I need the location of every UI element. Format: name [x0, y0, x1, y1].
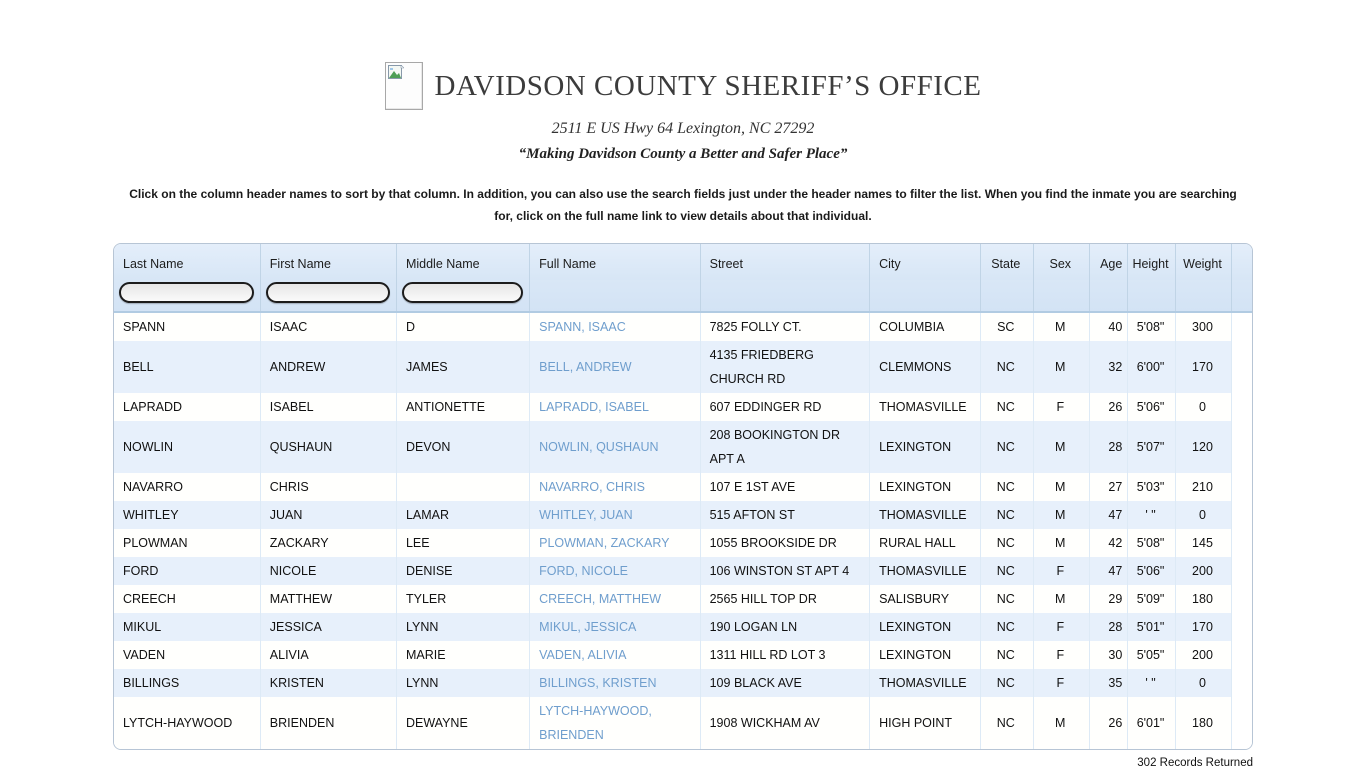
cell-age: 32: [1090, 341, 1128, 393]
cell-age: 27: [1090, 473, 1128, 501]
cell-height: 5'06": [1128, 393, 1175, 421]
cell-street: 1055 BROOKSIDE DR: [700, 529, 869, 557]
cell-last-name: BELL: [114, 341, 260, 393]
cell-full-name: [530, 501, 700, 529]
cell-state: NC: [981, 585, 1033, 613]
row-spacer-cell: [1232, 697, 1252, 749]
cell-last-name: LAPRADD: [114, 393, 260, 421]
instructions-text: Click on the column header names to sort by that column. In addition, you can also use the search fields just under the header names to filter the list. When you find the inmate you are searching for, click on the full name link to view details about that individual.: [129, 187, 1237, 223]
cell-weight: 0: [1175, 669, 1231, 697]
col-header-full-name[interactable]: Full Name: [530, 244, 700, 280]
cell-weight: 145: [1175, 529, 1231, 557]
cell-city: LEXINGTON: [870, 613, 981, 641]
cell-street: 109 BLACK AVE: [700, 669, 869, 697]
inmate-full-name-link[interactable]: LAPRADD, ISABEL: [539, 400, 649, 414]
table-row: [114, 697, 1252, 749]
cell-state: NC: [981, 613, 1033, 641]
row-spacer-cell: [1232, 557, 1252, 585]
cell-sex: F: [1033, 393, 1089, 421]
cell-street: 4135 FRIEDBERG CHURCH RD: [700, 341, 869, 393]
cell-last-name: BILLINGS: [114, 669, 260, 697]
cell-first-name: ISABEL: [260, 393, 396, 421]
filter-spacer-cell: [1232, 280, 1252, 312]
table-row: [114, 585, 1252, 613]
cell-city: THOMASVILLE: [870, 557, 981, 585]
cell-state: NC: [981, 697, 1033, 749]
cell-first-name: ANDREW: [260, 341, 396, 393]
table-row: [114, 529, 1252, 557]
filter-cell-last-name: [114, 280, 260, 312]
col-header-middle-name[interactable]: Middle Name: [396, 244, 529, 280]
row-spacer-cell: [1232, 473, 1252, 501]
inmate-table-body: [114, 312, 1252, 749]
cell-street: 107 E 1ST AVE: [700, 473, 869, 501]
cell-city: THOMASVILLE: [870, 501, 981, 529]
cell-sex: M: [1033, 529, 1089, 557]
inmate-full-name-link[interactable]: PLOWMAN, ZACKARY: [539, 536, 670, 550]
filter-row: [114, 280, 1252, 312]
cell-street: 607 EDDINGER RD: [700, 393, 869, 421]
cell-age: 40: [1090, 312, 1128, 341]
cell-full-name: [530, 473, 700, 501]
page-header: [0, 62, 1366, 163]
cell-height: 5'06": [1128, 557, 1175, 585]
inmate-full-name-link[interactable]: MIKUL, JESSICA: [539, 620, 637, 634]
col-header-weight[interactable]: Weight: [1175, 244, 1231, 280]
filter-cell-age: [1090, 280, 1128, 312]
cell-full-name: [530, 341, 700, 393]
cell-street: 2565 HILL TOP DR: [700, 585, 869, 613]
cell-middle-name: ANTIONETTE: [396, 393, 529, 421]
title-row: [0, 62, 1366, 110]
cell-age: 47: [1090, 501, 1128, 529]
cell-age: 47: [1090, 557, 1128, 585]
table-row: [114, 312, 1252, 341]
filter-cell-middle-name: [396, 280, 529, 312]
cell-first-name: NICOLE: [260, 557, 396, 585]
cell-full-name: [530, 312, 700, 341]
inmate-full-name-link[interactable]: LYTCH-HAYWOOD, BRIENDEN: [539, 704, 652, 742]
cell-height: 6'01": [1128, 697, 1175, 749]
cell-last-name: FORD: [114, 557, 260, 585]
row-spacer-cell: [1232, 669, 1252, 697]
cell-weight: 180: [1175, 697, 1231, 749]
row-spacer-cell: [1232, 613, 1252, 641]
cell-middle-name: LYNN: [396, 613, 529, 641]
col-header-sex[interactable]: Sex: [1033, 244, 1089, 280]
cell-first-name: MATTHEW: [260, 585, 396, 613]
cell-full-name: [530, 613, 700, 641]
broken-image-icon: [385, 62, 423, 110]
cell-state: NC: [981, 557, 1033, 585]
cell-street: 1311 HILL RD LOT 3: [700, 641, 869, 669]
cell-state: NC: [981, 529, 1033, 557]
cell-first-name: JESSICA: [260, 613, 396, 641]
cell-last-name: WHITLEY: [114, 501, 260, 529]
cell-sex: F: [1033, 557, 1089, 585]
column-header-row: [114, 244, 1252, 280]
cell-height: 5'09": [1128, 585, 1175, 613]
inmate-grid: [113, 243, 1253, 750]
cell-sex: M: [1033, 585, 1089, 613]
cell-weight: 120: [1175, 421, 1231, 473]
cell-age: 29: [1090, 585, 1128, 613]
office-address: 2511 E US Hwy 64 Lexington, NC 27292: [551, 120, 815, 137]
cell-weight: 0: [1175, 501, 1231, 529]
inmate-full-name-link[interactable]: FORD, NICOLE: [539, 564, 629, 578]
cell-middle-name: LAMAR: [396, 501, 529, 529]
cell-full-name: [530, 393, 700, 421]
cell-height: ' ": [1128, 501, 1175, 529]
cell-full-name: [530, 585, 700, 613]
cell-weight: 210: [1175, 473, 1231, 501]
cell-middle-name: DENISE: [396, 557, 529, 585]
inmate-table: [114, 244, 1252, 749]
inmate-table-header: [114, 244, 1252, 312]
cell-full-name: [530, 641, 700, 669]
cell-weight: 170: [1175, 341, 1231, 393]
cell-age: 26: [1090, 697, 1128, 749]
cell-street: 515 AFTON ST: [700, 501, 869, 529]
cell-age: 42: [1090, 529, 1128, 557]
cell-first-name: ISAAC: [260, 312, 396, 341]
col-header-height[interactable]: Height: [1128, 244, 1175, 280]
cell-weight: 300: [1175, 312, 1231, 341]
col-header-first-name[interactable]: First Name: [260, 244, 396, 280]
cell-age: 28: [1090, 421, 1128, 473]
filter-last-name-input[interactable]: [119, 282, 254, 303]
table-row: [114, 473, 1252, 501]
cell-state: NC: [981, 421, 1033, 473]
cell-sex: M: [1033, 697, 1089, 749]
cell-full-name: [530, 421, 700, 473]
inmate-full-name-link[interactable]: CREECH, MATTHEW: [539, 592, 662, 606]
cell-city: HIGH POINT: [870, 697, 981, 749]
filter-cell-city: [870, 280, 981, 312]
office-tagline: “Making Davidson County a Better and Safer Place”: [518, 146, 848, 162]
cell-city: THOMASVILLE: [870, 393, 981, 421]
inmate-full-name-link[interactable]: BELL, ANDREW: [539, 360, 632, 374]
cell-sex: F: [1033, 641, 1089, 669]
cell-city: LEXINGTON: [870, 421, 981, 473]
filter-cell-street: [700, 280, 869, 312]
cell-last-name: SPANN: [114, 312, 260, 341]
cell-state: NC: [981, 473, 1033, 501]
col-header-age[interactable]: Age: [1090, 244, 1128, 280]
cell-height: ' ": [1128, 669, 1175, 697]
cell-sex: F: [1033, 669, 1089, 697]
cell-city: LEXINGTON: [870, 641, 981, 669]
cell-height: 5'08": [1128, 312, 1175, 341]
cell-sex: F: [1033, 613, 1089, 641]
cell-full-name: [530, 529, 700, 557]
filter-cell-first-name: [260, 280, 396, 312]
cell-height: 5'05": [1128, 641, 1175, 669]
cell-middle-name: LYNN: [396, 669, 529, 697]
cell-age: 35: [1090, 669, 1128, 697]
col-header-city[interactable]: City: [870, 244, 981, 280]
cell-height: 5'07": [1128, 421, 1175, 473]
cell-last-name: NAVARRO: [114, 473, 260, 501]
row-spacer-cell: [1232, 312, 1252, 341]
cell-middle-name: JAMES: [396, 341, 529, 393]
cell-middle-name: D: [396, 312, 529, 341]
cell-middle-name: DEWAYNE: [396, 697, 529, 749]
cell-first-name: ALIVIA: [260, 641, 396, 669]
cell-full-name: [530, 669, 700, 697]
cell-street: 106 WINSTON ST APT 4: [700, 557, 869, 585]
cell-state: NC: [981, 393, 1033, 421]
page-title: DAVIDSON COUNTY SHERIFF’S OFFICE: [434, 70, 982, 102]
cell-street: 7825 FOLLY CT.: [700, 312, 869, 341]
row-spacer-cell: [1232, 501, 1252, 529]
filter-middle-name-input[interactable]: [402, 282, 523, 303]
cell-middle-name: [396, 473, 529, 501]
header-spacer-cell: [1232, 244, 1252, 280]
cell-sex: M: [1033, 501, 1089, 529]
cell-last-name: MIKUL: [114, 613, 260, 641]
cell-middle-name: DEVON: [396, 421, 529, 473]
cell-height: 5'03": [1128, 473, 1175, 501]
cell-full-name: [530, 697, 700, 749]
row-spacer-cell: [1232, 641, 1252, 669]
records-returned-label: 302 Records Returned: [1137, 757, 1253, 768]
cell-first-name: BRIENDEN: [260, 697, 396, 749]
cell-state: NC: [981, 501, 1033, 529]
cell-sex: M: [1033, 341, 1089, 393]
cell-first-name: KRISTEN: [260, 669, 396, 697]
cell-weight: 200: [1175, 641, 1231, 669]
cell-middle-name: LEE: [396, 529, 529, 557]
col-header-last-name[interactable]: Last Name: [114, 244, 260, 280]
table-row: [114, 421, 1252, 473]
cell-weight: 0: [1175, 393, 1231, 421]
cell-first-name: CHRIS: [260, 473, 396, 501]
table-row: [114, 341, 1252, 393]
cell-last-name: NOWLIN: [114, 421, 260, 473]
cell-state: NC: [981, 669, 1033, 697]
cell-last-name: CREECH: [114, 585, 260, 613]
cell-weight: 170: [1175, 613, 1231, 641]
cell-state: NC: [981, 641, 1033, 669]
inmate-full-name-link[interactable]: NOWLIN, QUSHAUN: [539, 440, 659, 454]
filter-cell-sex: [1033, 280, 1089, 312]
table-row: [114, 669, 1252, 697]
table-row: [114, 557, 1252, 585]
row-spacer-cell: [1232, 341, 1252, 393]
filter-cell-state: [981, 280, 1033, 312]
cell-city: RURAL HALL: [870, 529, 981, 557]
row-spacer-cell: [1232, 393, 1252, 421]
cell-middle-name: TYLER: [396, 585, 529, 613]
cell-weight: 200: [1175, 557, 1231, 585]
cell-state: NC: [981, 341, 1033, 393]
cell-height: 5'01": [1128, 613, 1175, 641]
cell-age: 28: [1090, 613, 1128, 641]
inmate-full-name-link[interactable]: BILLINGS, KRISTEN: [539, 676, 657, 690]
inmate-full-name-link[interactable]: WHITLEY, JUAN: [539, 508, 633, 522]
table-row: [114, 641, 1252, 669]
cell-sex: M: [1033, 473, 1089, 501]
cell-last-name: LYTCH-HAYWOOD: [114, 697, 260, 749]
filter-cell-full-name: [530, 280, 700, 312]
cell-city: CLEMMONS: [870, 341, 981, 393]
cell-weight: 180: [1175, 585, 1231, 613]
cell-state: SC: [981, 312, 1033, 341]
cell-full-name: [530, 557, 700, 585]
cell-street: 190 LOGAN LN: [700, 613, 869, 641]
inmate-full-name-link[interactable]: VADEN, ALIVIA: [539, 648, 627, 662]
cell-middle-name: MARIE: [396, 641, 529, 669]
cell-sex: M: [1033, 421, 1089, 473]
cell-city: LEXINGTON: [870, 473, 981, 501]
cell-height: 5'08": [1128, 529, 1175, 557]
cell-city: COLUMBIA: [870, 312, 981, 341]
table-row: [114, 501, 1252, 529]
filter-cell-weight: [1175, 280, 1231, 312]
cell-last-name: PLOWMAN: [114, 529, 260, 557]
col-header-state[interactable]: State: [981, 244, 1033, 280]
filter-first-name-input[interactable]: [266, 282, 390, 303]
table-row: [114, 393, 1252, 421]
filter-cell-height: [1128, 280, 1175, 312]
table-row: [114, 613, 1252, 641]
cell-last-name: VADEN: [114, 641, 260, 669]
cell-first-name: ZACKARY: [260, 529, 396, 557]
inmate-full-name-link[interactable]: NAVARRO, CHRIS: [539, 480, 645, 494]
col-header-street[interactable]: Street: [700, 244, 869, 280]
cell-city: THOMASVILLE: [870, 669, 981, 697]
cell-street: 208 BOOKINGTON DR APT A: [700, 421, 869, 473]
row-spacer-cell: [1232, 529, 1252, 557]
cell-city: SALISBURY: [870, 585, 981, 613]
cell-street: 1908 WICKHAM AV: [700, 697, 869, 749]
cell-age: 26: [1090, 393, 1128, 421]
cell-age: 30: [1090, 641, 1128, 669]
cell-first-name: QUSHAUN: [260, 421, 396, 473]
row-spacer-cell: [1232, 585, 1252, 613]
row-spacer-cell: [1232, 421, 1252, 473]
cell-sex: M: [1033, 312, 1089, 341]
cell-height: 6'00": [1128, 341, 1175, 393]
cell-first-name: JUAN: [260, 501, 396, 529]
inmate-full-name-link[interactable]: SPANN, ISAAC: [539, 320, 626, 334]
